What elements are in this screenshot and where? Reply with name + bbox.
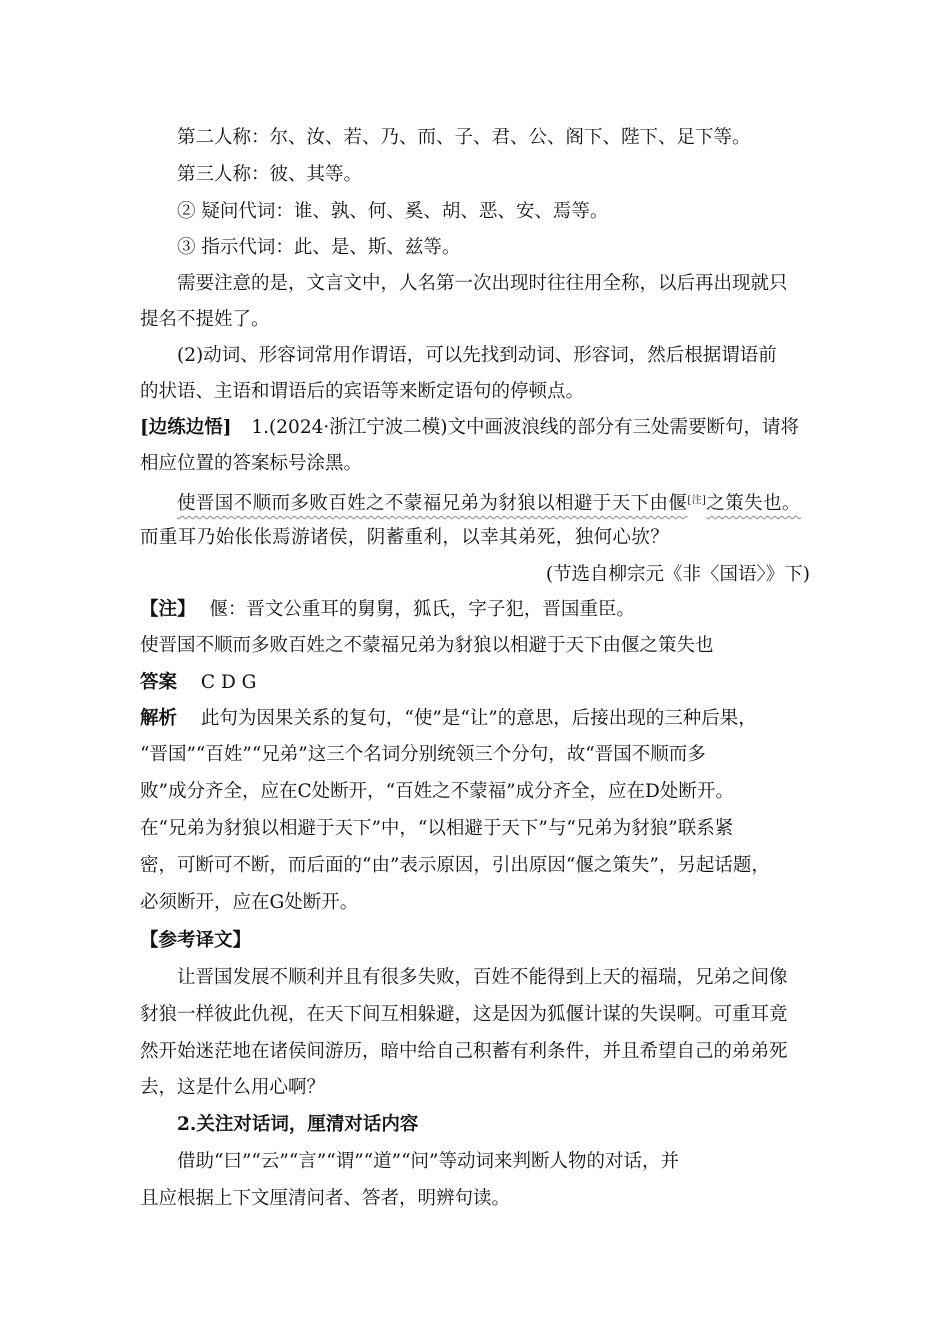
text-line: ② 疑问代词：谁、孰、何、奚、胡、恶、安、焉等。 [177,201,609,222]
text-line: (2)动词、形容词常用作谓语，可以先找到动词、形容词，然后根据谓语前 [177,345,777,366]
section-heading: 2.关注对话词，厘清对话内容 [177,1114,419,1135]
source-citation: (节选自柳宗元《非〈国语〉》下) [545,564,810,585]
text-line: 第二人称：尔、汝、若、乃、而、子、君、公、阁下、陛下、足下等。 [177,127,751,148]
classical-passage-line: 而重耳乃始伥伥焉游诸侯，阴蓄重利，以幸其弟死，独何心欤？ [140,527,670,548]
translation-line: 去，这是什么用心啊？ [140,1077,326,1098]
answer-line [140,671,256,695]
text-line: 借助“曰”“云”“言”“谓”“道”“问”等动词来判断人物的对话，并 [177,1151,679,1172]
wavy-underlined-text: 之策失也。 [706,493,801,514]
text-line: 败”成分齐全，应在C处断开，“百姓之不蒙福”成分齐全，应在D处断开。 [140,781,734,802]
text-line: 第三人称：彼、其等。 [177,164,363,185]
answer-text: C D G [200,672,257,693]
translation-line: 豺狼一样彼此仇视，在天下间互相躲避，这是因为狐偃计谋的失误啊。可重耳竟 [140,1004,788,1025]
text-line: ③ 指示代词：此、是、斯、兹等。 [177,237,461,258]
exercise-question: 1.(2024·浙江宁波二模)文中画波浪线的部分有三处需要断句，请将 [251,417,799,438]
exercise-intro [140,416,799,440]
text-line: 需要注意的是，文言文中，人名第一次出现时往往用全称，以后再出现就只 [177,273,788,294]
note-tag: 【注】 [140,599,196,620]
note-text: 偃：晋文公重耳的舅舅，狐氏，字子犯，晋国重臣。 [209,599,635,620]
translation-line: 让晋国发展不顺利并且有很多失败，百姓不能得到上天的福瑞，兄弟之间像 [177,967,788,988]
text-line: 且应根据上下文厘清问者、答者，明辨句读。 [140,1188,511,1209]
analysis-line [140,707,757,731]
translation-line: 然开始迷茫地在诸侯间游历，暗中给自己积蓄有利条件，并且希望自己的弟弟死 [140,1041,788,1062]
note-line [140,598,635,622]
note-marker: [注] [687,495,707,506]
analysis-text: 此句为因果关系的复句，“使”是“让”的意思，后接出现的三种后果， [200,708,757,729]
text-line: 使晋国不顺而多败百姓之不蒙福兄弟为豺狼以相避于天下由偃之策失也 [140,635,714,656]
text-line: 相应位置的答案标号涂黑。 [140,453,363,474]
text-line: 密，可断可不断，而后面的“由”表示原因，引出原因“偃之策失”，另起话题， [140,855,770,876]
wavy-underlined-text: 使晋国不顺而多败百姓之不蒙福兄弟为豺狼以相避于天下由偃 [177,493,688,514]
text-line: “晋国”“百姓”“兄弟”这三个名词分别统领三个分句，故“晋国不顺而多 [140,744,706,765]
text-line: 的状语、主语和谓语后的宾语等来断定语句的停顿点。 [140,381,585,402]
exercise-tag: [边练边悟] [140,417,232,438]
answer-tag: 答案 [140,672,178,693]
classical-passage-line [177,489,801,516]
text-line: 必须断开，应在G处断开。 [140,892,359,913]
text-line: 提名不提姓了。 [140,309,270,330]
text-line: 在“兄弟为豺狼以相避于天下”中，“以相避于天下”与“兄弟为豺狼”联系紧 [140,818,734,839]
section-heading: 【参考译文】 [140,930,252,951]
analysis-tag: 解析 [140,708,178,729]
